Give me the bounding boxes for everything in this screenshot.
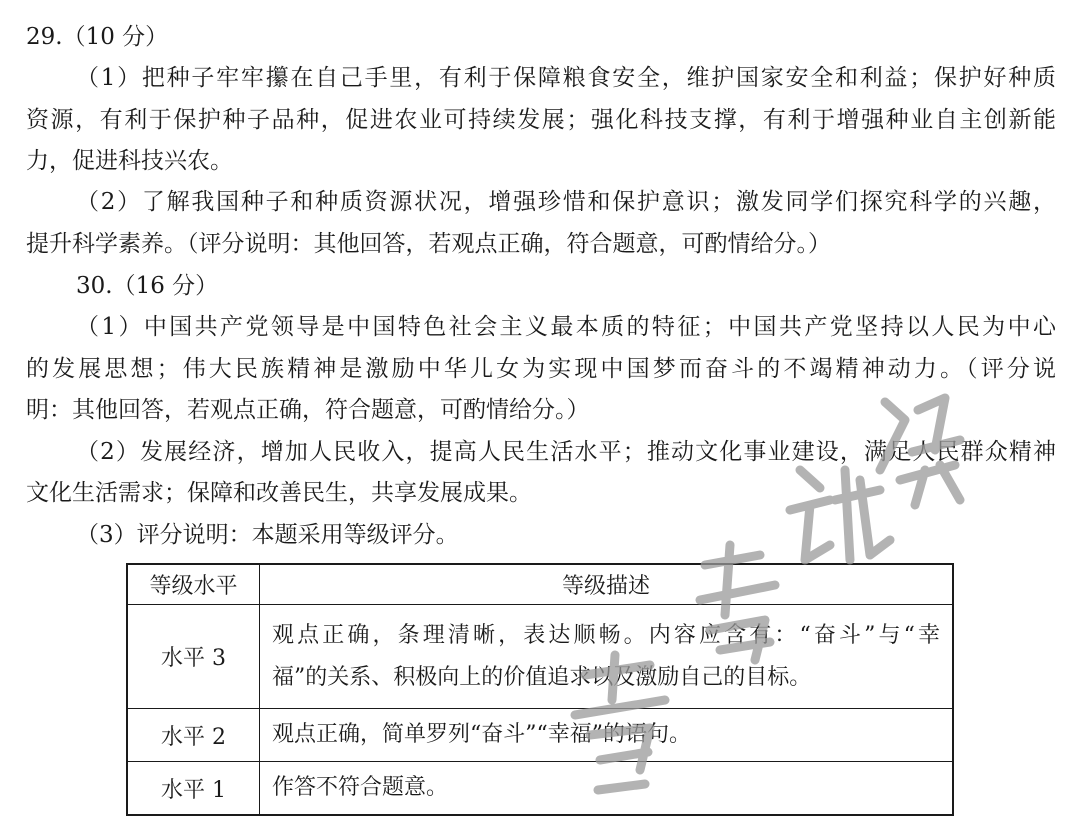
- desc-line: 观点正确，条理清晰，表达顺畅。内容应含有：“奋斗”与“幸: [272, 622, 940, 648]
- q29-header: 29.（10 分）: [26, 24, 169, 50]
- level-cell: 水平 1: [127, 762, 260, 816]
- table-header-row: [127, 564, 953, 605]
- q29-p1-line2: 资源，有利于保护种子品种，促进农业可持续发展；强化科技支撑，有利于增强种业自主创新能: [26, 107, 1056, 133]
- q30-p1-line1: （1）中国共产党领导是中国特色社会主义最本质的特征；中国共产党坚持以人民为中心: [76, 314, 1056, 340]
- level-cell: 水平 3: [127, 605, 260, 709]
- table-row: [127, 605, 953, 709]
- q30-p3: （3）评分说明：本题采用等级评分。: [76, 522, 459, 548]
- table-header-desc: 等级描述: [260, 564, 954, 605]
- desc-line: 观点正确，简单罗列“奋斗”“幸福”的语句。: [272, 722, 691, 747]
- table-header-level: 等级水平: [127, 564, 260, 605]
- grading-table: [126, 563, 954, 816]
- q30-p2-line2: 文化生活需求；保障和改善民生，共享发展成果。: [26, 480, 532, 506]
- desc-line: 福”的关系、积极向上的价值追求以及激励自己的目标。: [272, 664, 812, 690]
- desc-line: 作答不符合题意。: [272, 775, 449, 800]
- q29-p2-line2: 提升科学素养。（评分说明：其他回答，若观点正确，符合题意，可酌情给分。）: [26, 231, 831, 257]
- q30-p1-line3: 明：其他回答，若观点正确，符合题意，可酌情给分。）: [26, 397, 590, 423]
- q30-header: 30.（16 分）: [76, 273, 219, 299]
- table-row: [127, 709, 953, 762]
- desc-cell: [260, 709, 954, 762]
- q30-p2-line1: （2）发展经济，增加人民收入，提高人民生活水平；推动文化事业建设，满足人民群众精神: [76, 439, 1056, 465]
- level-cell: 水平 2: [127, 709, 260, 762]
- q29-p1-line3: 力，促进科技兴农。: [26, 148, 233, 174]
- desc-cell: [260, 605, 954, 709]
- q30-p1-line2: 的发展思想；伟大民族精神是激励中华儿女为实现中国梦而奋斗的不竭精神动力。（评分说: [26, 356, 1056, 382]
- table-row: [127, 762, 953, 816]
- q29-p2-line1: （2）了解我国种子和种质资源状况，增强珍惜和保护意识；激发同学们探究科学的兴趣，: [76, 189, 1056, 215]
- q29-p1-line1: （1）把种子牢牢攥在自己手里，有利于保障粮食安全，维护国家安全和利益；保护好种质: [76, 65, 1056, 91]
- desc-cell: [260, 762, 954, 816]
